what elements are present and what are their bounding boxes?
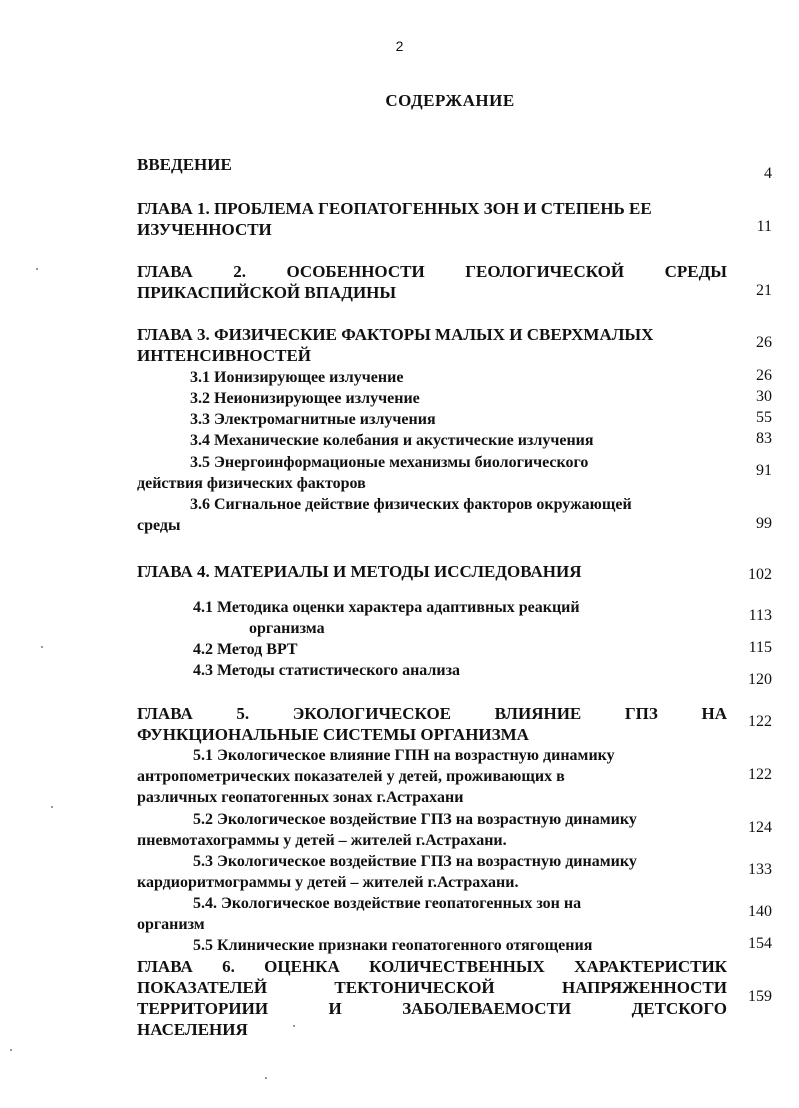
- toc-page-number: 115: [748, 639, 772, 656]
- toc-page-number: 99: [756, 515, 772, 532]
- toc-entry-text: антропометрических показателей у детей, проживающих в: [137, 768, 565, 785]
- toc-entry-text: 3.6 Сигнальное действие физических факторов окружающей: [190, 496, 632, 513]
- toc-entry-text: 3.5 Энергоинформационые механизмы биологического: [190, 454, 589, 471]
- toc-entry-text: действия физических факторов: [137, 475, 366, 492]
- toc-page-number: 140: [748, 903, 772, 920]
- toc-entry-text: 4.1 Методика оценки характера адаптивных реакций: [193, 599, 580, 616]
- page-number: 2: [395, 38, 404, 54]
- toc-entry-text: 3.3 Электромагнитные излучения: [190, 411, 436, 428]
- toc-page-number: 124: [748, 819, 772, 836]
- toc-page-number: 91: [756, 462, 772, 479]
- toc-page-number: 154: [748, 935, 772, 952]
- toc-page-number: 11: [756, 218, 772, 235]
- toc-entry-text: ГЛАВА 1. ПРОБЛЕМА ГЕОПАТОГЕННЫХ ЗОН И СТЕПЕНЬ ЕЕ: [137, 199, 652, 218]
- toc-entry-text: ПРИКАСПИЙСКОЙ ВПАДИНЫ: [137, 283, 397, 302]
- toc-entry-text: 5.3 Экологическое воздействие ГПЗ на возрастную динамику: [193, 853, 637, 870]
- toc-entry-text: ГЛАВА 3. ФИЗИЧЕСКИЕ ФАКТОРЫ МАЛЫХ И СВЕРХМАЛЫХ: [137, 325, 654, 344]
- toc-entry-text: различных геопатогенных зонах г.Астрахани: [137, 789, 464, 806]
- scan-speck: [36, 268, 38, 270]
- toc-page-number: 122: [748, 713, 772, 730]
- page-title: СОДЕРЖАНИЕ: [385, 91, 515, 110]
- toc-entry-text: 3.1 Ионизирующее излучение: [190, 369, 404, 386]
- toc-entry-text: 3.4 Механические колебания и акустические излучения: [190, 432, 594, 449]
- toc-entry-text: ИНТЕНСИВНОСТЕЙ: [137, 346, 312, 365]
- toc-entry-text: кардиоритмограммы у детей – жителей г.Астрахани.: [137, 874, 519, 891]
- toc-entry-text: ПОКАЗАТЕЛЕЙ ТЕКТОНИЧЕСКОЙ НАПРЯЖЕННОСТИ: [137, 978, 727, 997]
- toc-entry-text: организма: [249, 620, 325, 637]
- toc-entry-text: 5.4. Экологическое воздействие геопатогенных зон на: [193, 895, 582, 912]
- toc-entry-text: 4.2 Метод ВРТ: [193, 641, 298, 658]
- scan-speck: [41, 646, 43, 648]
- toc-entry-text: 5.5 Клинические признаки геопатогенного отягощения: [193, 937, 593, 954]
- toc-entry-text: ТЕРРИТОРИИИ И ЗАБОЛЕВАЕМОСТИ ДЕТСКОГО: [137, 999, 727, 1018]
- toc-page-number: 120: [748, 671, 772, 688]
- toc-entry-text: 3.2 Неионизирующее излучение: [190, 390, 420, 407]
- toc-entry-text: НАСЕЛЕНИЯ: [137, 1020, 248, 1039]
- toc-page-number: 122: [748, 766, 772, 783]
- toc-page-number: 55: [756, 409, 772, 426]
- toc-entry-text: ФУНКЦИОНАЛЬНЫЕ СИСТЕМЫ ОРГАНИЗМА: [137, 725, 529, 744]
- toc-entry-text: ГЛАВА 5. ЭКОЛОГИЧЕСКОЕ ВЛИЯНИЕ ГПЗ НА: [137, 704, 727, 723]
- toc-page-number: 21: [756, 282, 772, 299]
- toc-page-number: 159: [748, 988, 772, 1005]
- toc-page-number: 133: [748, 861, 772, 878]
- toc-entry-text: организм: [137, 916, 205, 933]
- scan-speck: [265, 1077, 267, 1079]
- scan-speck: [293, 1025, 295, 1027]
- toc-entry-text: среды: [137, 517, 181, 534]
- toc-page-number: 113: [748, 607, 772, 624]
- toc-entry-text: пневмотахограммы у детей – жителей г.Астрахани.: [137, 832, 507, 849]
- scan-speck: [51, 806, 53, 808]
- toc-entry-text: 5.1 Экологическое влияние ГПН на возрастную динамику: [193, 747, 615, 764]
- toc-page-number: 26: [756, 334, 772, 351]
- toc-page-number: 102: [748, 566, 772, 583]
- toc-entry-text: 5.2 Экологическое воздействие ГПЗ на возрастную динамику: [193, 811, 637, 828]
- scan-speck: [10, 1049, 12, 1051]
- toc-entry-text: ГЛАВА 4. МАТЕРИАЛЫ И МЕТОДЫ ИССЛЕДОВАНИЯ: [137, 562, 582, 581]
- toc-entry-text: ИЗУЧЕННОСТИ: [137, 220, 272, 239]
- toc-entry-text: ГЛАВА 6. ОЦЕНКА КОЛИЧЕСТВЕННЫХ ХАРАКТЕРИСТИК: [137, 957, 727, 976]
- toc-entry-text: ВВЕДЕНИЕ: [137, 155, 232, 174]
- toc-entry-text: 4.3 Методы статистического анализа: [193, 662, 461, 679]
- toc-page-number: 30: [756, 388, 772, 405]
- toc-page-number: 4: [764, 165, 772, 182]
- toc-page-number: 26: [756, 367, 772, 384]
- toc-entry-text: ГЛАВА 2. ОСОБЕННОСТИ ГЕОЛОГИЧЕСКОЙ СРЕДЫ: [137, 262, 727, 281]
- toc-page-number: 83: [756, 430, 772, 447]
